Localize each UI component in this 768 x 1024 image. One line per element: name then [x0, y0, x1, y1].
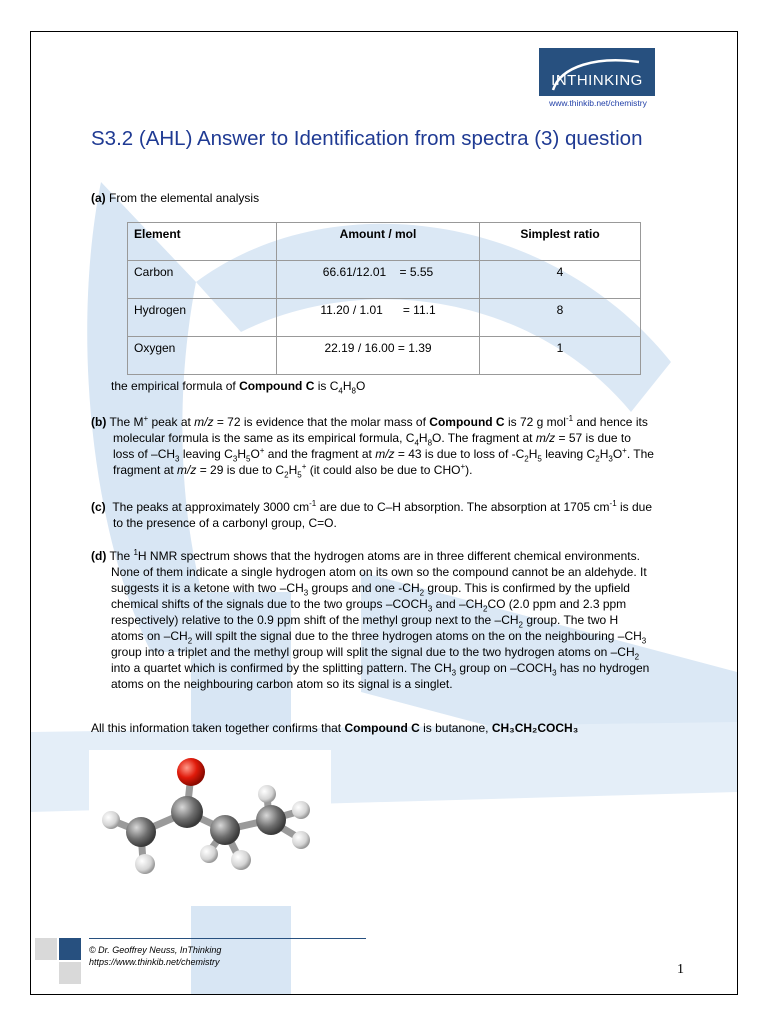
butanone-molecule-model: [89, 750, 331, 906]
empirical-formula-conclusion: the empirical formula of Compound C is $C_4H_8O$: [111, 379, 366, 396]
footer-square-blue: [59, 938, 81, 960]
part-d-text: (d) The $^1$H NMR spectrum shows that the hydrogen atoms are in three different chemical environments. None of them indicate a single hydrogen atom on its own so the compound cannot be an aldehyde. It suggests it is a ketone with two $-CH_3$ groups and one $-CH_2$ group. This is confirmed by the upfield chemical shifts of the signals due to the two groups $-COCH_3$ and $-CH_2CO$ (2.0 ppm and 2.3 ppm respectively) relative to the 0.9 ppm shift of the methyl group next to the $-CH_2$ group. The two H atoms on $-CH_2$ will spilt the signal due to the three hydrogen atoms on the on the neighbouring $-CH_3$ group into a triplet and the methyl group will split the signal due to the two hydrogen atoms on $-CH_2$ into a quartet which is confirmed by the splitting pattern. The $CH_3$ group on $-COCH_3$ has no hydrogen atoms on the neighbouring carbon atom so its signal is a singlet.: [91, 548, 650, 691]
table-row: Hydrogen 11.20 / 1.01 = 11.1 8: [128, 299, 641, 337]
table-header-row: Element Amount / mol Simplest ratio: [128, 223, 641, 261]
part-a-intro: (a) From the elemental analysis: [91, 191, 260, 205]
document-page: [30, 31, 738, 995]
logo-name: INTHINKING: [551, 72, 643, 89]
footer-url[interactable]: https://www.thinkib.net/chemistry: [89, 957, 220, 967]
page-title: S3.2 (AHL) Answer to Identification from spectra (3) question: [91, 127, 643, 150]
logo-url[interactable]: www.thinkib.net/chemistry: [549, 98, 647, 108]
part-c-text: (c) The peaks at approximately 3000 $cm^{-1}$ are due to C–H absorption. The absorption at 1705 $cm^{-1}$ is due to the presence of a carbonyl group, C=O.: [91, 499, 653, 530]
summary-text: All this information taken together confirms that Compound C is butanone, CH₃CH₂COCH₃: [91, 721, 579, 735]
footer-square-grey: [35, 938, 57, 960]
page-number: 1: [677, 962, 684, 977]
elemental-analysis-table: [127, 222, 641, 375]
inthinking-logo: [539, 48, 655, 96]
table-row: Oxygen 22.19 / 16.00 = 1.39 1: [128, 337, 641, 375]
footer-divider: [89, 938, 366, 939]
footer-credits: [89, 944, 221, 968]
part-b-text: (b) The M+ peak at m/z = 72 is evidence that the molar mass of Compound C is 72 g mol$^{-1}$ and hence its molecular formula is the same as its empirical formula, $C_4H_8O$. The fragment at m/z = 57 is due to loss of $-CH_3$ leaving $C_3H_5O^+$ and the fragment at m/z = 43 is due to loss of $-C_2H_5$ leaving $C_2H_3O^+$. The fragment at m/z = 29 is due to $C_2H_5^+$ (it could also be due to CHO+).: [91, 414, 654, 480]
footer-square-grey: [59, 962, 81, 984]
footer-author: © Dr. Geoffrey Neuss, InThinking: [89, 945, 222, 955]
table-row: Carbon 66.61/12.01 = 5.55 4: [128, 261, 641, 299]
